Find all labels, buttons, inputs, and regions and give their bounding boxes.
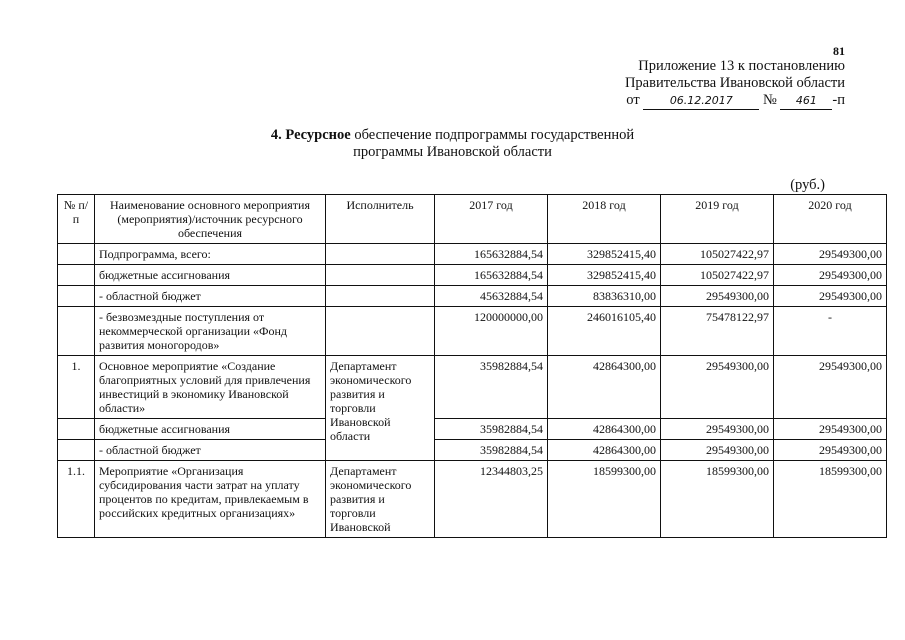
row-value-2020: 18599300,00 — [774, 461, 887, 538]
row-value-2019: 29549300,00 — [661, 440, 774, 461]
table-row — [58, 419, 887, 440]
row-name: Мероприятие «Организация субсидирования части затрат на уплату процентов по кредитам, привлекаемым в российских кредитных организациях» — [95, 461, 326, 538]
row-num: 1.1. — [58, 461, 95, 538]
row-value-2017: 35982884,54 — [435, 440, 548, 461]
row-executor — [326, 286, 435, 307]
row-value-2019: 75478122,97 — [661, 307, 774, 356]
row-value-2018: 42864300,00 — [548, 440, 661, 461]
row-value-2020: 29549300,00 — [774, 244, 887, 265]
row-num: 1. — [58, 356, 95, 419]
table-row — [58, 440, 887, 461]
row-num — [58, 286, 95, 307]
row-value-2018: 329852415,40 — [548, 244, 661, 265]
section-title — [0, 127, 905, 161]
header-2019: 2019 год — [661, 195, 774, 244]
table-row — [58, 461, 887, 538]
table-row — [58, 244, 887, 265]
title-line2: программы Ивановской области — [353, 144, 552, 160]
row-value-2018: 42864300,00 — [548, 356, 661, 419]
row-executor: Департамент экономического развития и торговли Ивановской области — [326, 356, 435, 461]
row-executor — [326, 307, 435, 356]
row-value-2020: 29549300,00 — [774, 265, 887, 286]
row-value-2020: 29549300,00 — [774, 286, 887, 307]
handwritten-number: 461 — [780, 92, 832, 110]
row-value-2019: 29549300,00 — [661, 356, 774, 419]
row-executor: Департамент экономического развития и торговли Ивановской — [326, 461, 435, 538]
table-row — [58, 286, 887, 307]
table-row — [58, 265, 887, 286]
row-num — [58, 244, 95, 265]
row-name: Подпрограмма, всего: — [95, 244, 326, 265]
row-value-2018: 246016105,40 — [548, 307, 661, 356]
handwritten-date: 06.12.2017 — [643, 92, 759, 110]
row-value-2017: 35982884,54 — [435, 356, 548, 419]
row-value-2017: 35982884,54 — [435, 419, 548, 440]
row-value-2020: 29549300,00 — [774, 440, 887, 461]
row-value-2019: 18599300,00 — [661, 461, 774, 538]
row-value-2017: 165632884,54 — [435, 244, 548, 265]
row-name: Основное мероприятие «Создание благоприятных условий для привлечения инвестиций в экономику Ивановской области» — [95, 356, 326, 419]
row-num — [58, 307, 95, 356]
row-value-2018: 42864300,00 — [548, 419, 661, 440]
row-name: - областной бюджет — [95, 286, 326, 307]
row-name: бюджетные ассигнования — [95, 419, 326, 440]
resource-table — [57, 194, 887, 538]
row-value-2020: - — [774, 307, 887, 356]
order-reference — [625, 92, 845, 110]
number-suffix: -п — [832, 92, 845, 108]
government-line: Правительства Ивановской области — [624, 75, 845, 91]
header-name: Наименование основного мероприятия (мероприятия)/источник ресурсного обеспечения — [95, 195, 326, 244]
row-value-2018: 18599300,00 — [548, 461, 661, 538]
row-value-2017: 45632884,54 — [435, 286, 548, 307]
row-executor — [326, 265, 435, 286]
row-value-2019: 105027422,97 — [661, 265, 774, 286]
row-value-2019: 105027422,97 — [661, 244, 774, 265]
header-num: № п/п — [58, 195, 95, 244]
row-value-2017: 120000000,00 — [435, 307, 548, 356]
row-value-2018: 329852415,40 — [548, 265, 661, 286]
table-row — [58, 356, 887, 419]
header-executor: Исполнитель — [326, 195, 435, 244]
row-value-2019: 29549300,00 — [661, 286, 774, 307]
number-label: № — [762, 92, 777, 108]
currency-unit: (руб.) — [790, 177, 825, 193]
row-value-2019: 29549300,00 — [661, 419, 774, 440]
row-value-2017: 165632884,54 — [435, 265, 548, 286]
document-header — [625, 58, 845, 110]
row-value-2020: 29549300,00 — [774, 419, 887, 440]
page-number: 81 — [833, 44, 845, 58]
row-executor — [326, 244, 435, 265]
row-num — [58, 440, 95, 461]
header-2017: 2017 год — [435, 195, 548, 244]
row-value-2020: 29549300,00 — [774, 356, 887, 419]
row-num — [58, 265, 95, 286]
appendix-line: Приложение 13 к постановлению — [638, 58, 845, 74]
title-bold-part: 4. Ресурсное — [270, 127, 351, 143]
row-name: бюджетные ассигнования — [95, 265, 326, 286]
header-2018: 2018 год — [548, 195, 661, 244]
row-num — [58, 419, 95, 440]
header-2020: 2020 год — [774, 195, 887, 244]
table-header-row — [58, 195, 887, 244]
row-name: - областной бюджет — [95, 440, 326, 461]
table-row — [58, 307, 887, 356]
row-value-2018: 83836310,00 — [548, 286, 661, 307]
title-line1: обеспечение подпрограммы государственной — [354, 127, 635, 143]
row-value-2017: 12344803,25 — [435, 461, 548, 538]
from-label: от — [626, 92, 640, 108]
row-name: - безвозмездные поступления от некоммерческой организации «Фонд развития моногородов» — [95, 307, 326, 356]
